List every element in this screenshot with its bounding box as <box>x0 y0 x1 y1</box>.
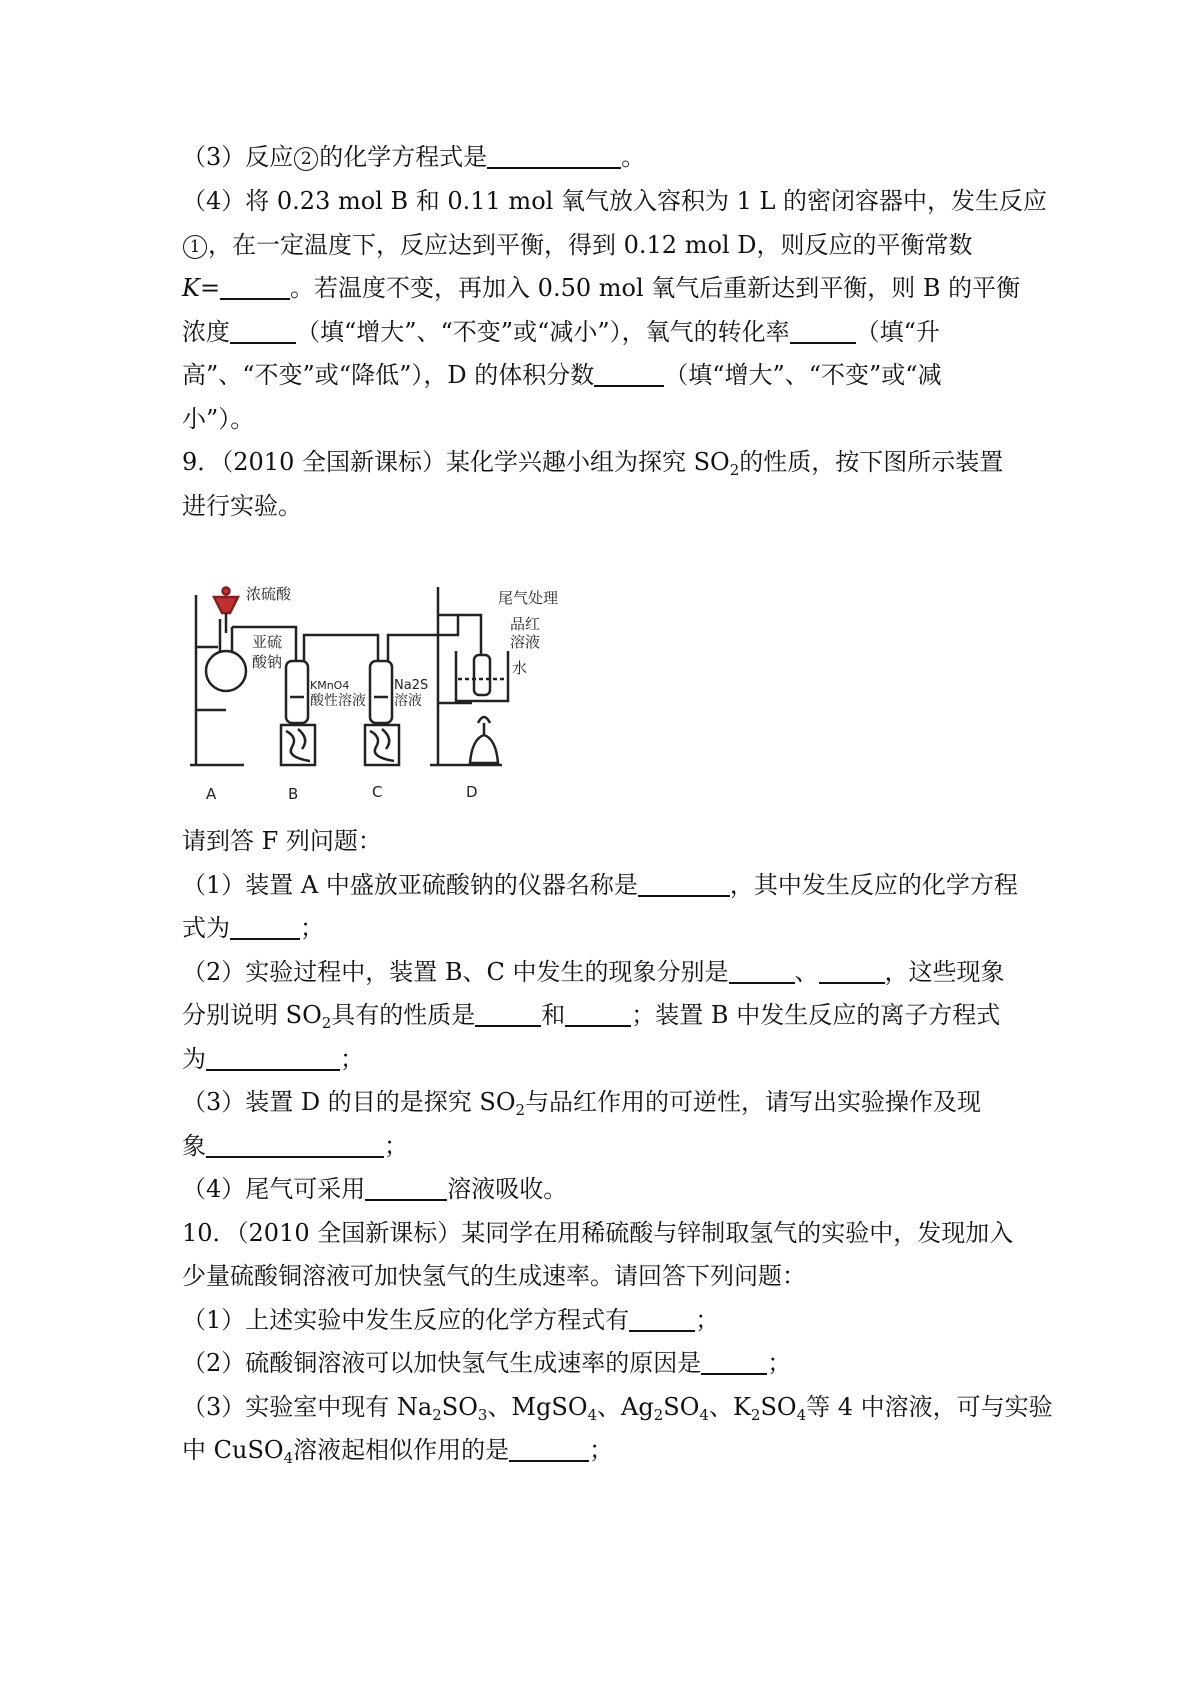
diagram-label-d: D <box>466 783 478 801</box>
diagram-label-a: A <box>206 785 217 803</box>
answer-blank[interactable] <box>509 1436 589 1462</box>
q9-part1-line2: 式为 ； <box>182 914 324 942</box>
q8-part4-line6: 小”）。 <box>182 405 255 433</box>
q10-part3-line1: （3）实验室中现有 $Na_2SO_3$、MgSO$_4$、$Ag_2SO_4$、$K_2SO_4$等 4 中溶液，可与实验 <box>182 1393 1053 1424</box>
answer-blank[interactable] <box>230 318 296 344</box>
answer-blank[interactable] <box>230 914 300 940</box>
q9-stem-line2: 进行实验。 <box>182 492 302 520</box>
answer-blank[interactable] <box>206 1045 340 1071</box>
q10-part3-line2: 中 CuSO$_4$溶液起相似作用的是 ； <box>182 1436 614 1467</box>
answer-blank[interactable] <box>365 1175 447 1201</box>
answer-blank[interactable] <box>565 1001 631 1027</box>
diagram-label-c: C <box>372 783 383 801</box>
q8-part4-line1: （4）将 0.23 mol B 和 0.11 mol 氧气放入容积为 1 L 的密闭容器中，发生反应 <box>182 187 1048 215</box>
q9-part2-line1: （2）实验过程中，装置 B、C 中发生的现象分别是 、 ，这些现象 <box>182 958 1005 986</box>
q9-part3-line2: 象 ； <box>182 1132 408 1160</box>
diagram-label-acid: 浓硫酸 <box>246 585 292 603</box>
diagram-label-pinhong: 品红 <box>510 615 541 633</box>
answer-blank[interactable] <box>594 361 664 387</box>
answer-blank[interactable] <box>475 1001 541 1027</box>
q9-instruction: 请到答 F 列问题： <box>182 827 382 855</box>
diagram-label-sulfite: 酸钠 <box>252 653 283 671</box>
q9-part1-line1: （1）装置 A 中盛放亚硫酸钠的仪器名称是 ，其中发生反应的化学方程 <box>182 871 1018 899</box>
q8-part4-line3: K= 。若温度不变，再加入 0.50 mol 氧气后重新达到平衡，则 B 的平衡 <box>182 274 1021 302</box>
answer-blank[interactable] <box>638 871 730 897</box>
q10-stem-line2: 少量硫酸铜溶液可加快氢气的生成速率。请回答下列问题： <box>182 1262 806 1290</box>
q10-part2: （2）硫酸铜溶液可以加快氢气生成速率的原因是 ； <box>182 1349 792 1377</box>
circled-number: 1 <box>183 235 207 259</box>
q8-part4-line2: 1 ，在一定温度下，反应达到平衡，得到 0.12 mol D，则反应的平衡常数 <box>182 230 972 260</box>
q9-part4: （4）尾气可采用 溶液吸收。 <box>182 1175 568 1203</box>
q8-part4-line5: 高”、“不变”或“降低”），D 的体积分数 （填“增大”、“不变”或“减 <box>182 361 942 389</box>
answer-blank[interactable] <box>790 318 856 344</box>
diagram-label-water: 水 <box>512 659 528 677</box>
answer-blank[interactable] <box>206 1132 384 1158</box>
q10-part1: （1）上述实验中发生反应的化学方程式有 ； <box>182 1306 720 1334</box>
diagram-label-sulfite: 亚硫 <box>252 633 283 651</box>
answer-blank[interactable] <box>220 274 290 300</box>
diagram-label-na2s: 溶液 <box>394 693 422 709</box>
diagram-label-b: B <box>288 785 299 803</box>
answer-blank[interactable] <box>487 143 621 169</box>
apparatus-diagram <box>186 585 616 820</box>
q8-part4-line4: 浓度 （填“增大”、“不变”或“减小”），氧气的转化率 （填“升 <box>182 318 940 346</box>
answer-blank[interactable] <box>729 958 795 984</box>
q10-stem-line1: 10．（2010 全国新课标）某同学在用稀硫酸与锌制取氢气的实验中，发现加入 <box>182 1219 1014 1247</box>
diagram-label-tail: 尾气处理 <box>498 589 559 607</box>
diagram-label-kmno4: 酸性溶液 <box>310 693 366 709</box>
q8-part3: （3）反应 2 的化学方程式是 。 <box>182 143 646 171</box>
answer-blank[interactable] <box>819 958 885 984</box>
answer-blank[interactable] <box>629 1306 695 1332</box>
q9-part2-line3: 为 ； <box>182 1045 364 1073</box>
q9-stem-line1: 9．（2010 全国新课标）某化学兴趣小组为探究 $SO_2$的性质，按下图所示装置 <box>182 448 1004 479</box>
answer-blank[interactable] <box>701 1349 767 1375</box>
q9-part2-line2: 分别说明 $SO_2$具有的性质是 和 ；装置 B 中发生反应的离子方程式 <box>182 1001 1001 1032</box>
circled-number: 2 <box>294 147 318 171</box>
diagram-label-kmno4: KMnO4 <box>310 679 350 692</box>
q9-part3-line1: （3）装置 D 的目的是探究 $SO_2$与品红作用的可逆性，请写出实验操作及现 <box>182 1088 982 1119</box>
diagram-label-na2s: Na2S <box>394 678 429 693</box>
diagram-label-pinhong: 溶液 <box>510 633 541 651</box>
